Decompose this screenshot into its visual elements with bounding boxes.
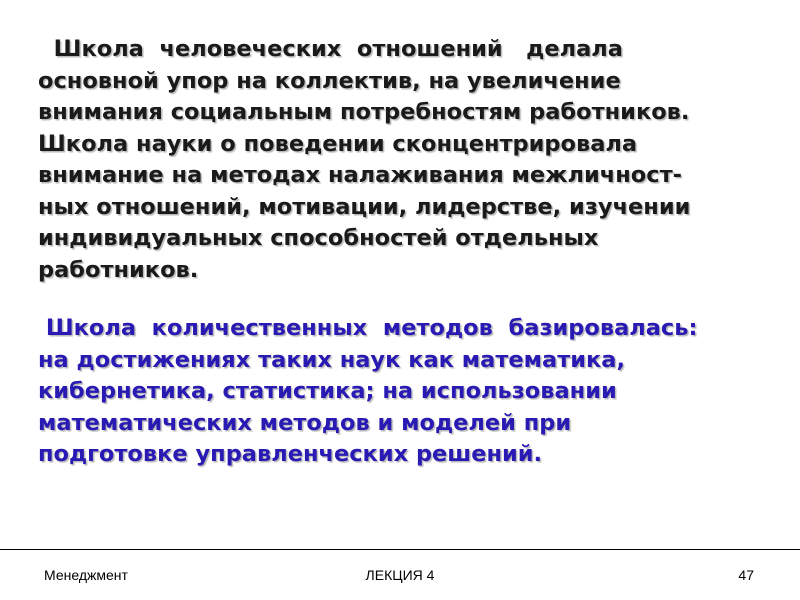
- text-line: математических методов и моделей при: [38, 409, 572, 436]
- text-line: внимания социальным потребностям работников.: [38, 99, 690, 125]
- text-line: на достижениях таких наук как математика,: [38, 346, 626, 373]
- text-line: ных отношений, мотивации, лидерстве, изучении: [38, 193, 691, 220]
- text-line: индивидуальных способностей отдельных: [38, 225, 599, 251]
- text-line: основной упор на коллектив, на увеличение: [38, 67, 621, 94]
- footer-lecture-label: ЛЕКЦИЯ 4: [365, 567, 435, 583]
- text-line: подготовке управленческих решений.: [38, 441, 543, 467]
- paragraph-quantitative-methods: [38, 313, 768, 471]
- text-line: Школа количественных методов базировалась:: [38, 315, 698, 341]
- text-line: Школа человеческих отношений делала: [38, 36, 623, 62]
- footer-page-number: 47: [738, 567, 754, 583]
- paragraph-human-relations: [38, 34, 768, 286]
- text-line: кибернетика, статистика; на использовании: [38, 378, 617, 404]
- text-line: внимание на методах налаживания межличност-: [38, 162, 682, 188]
- footer-divider: [0, 549, 800, 550]
- text-line: работников.: [38, 256, 199, 283]
- footer-course-title: Менеджмент: [44, 567, 128, 583]
- text-line: Школа науки о поведении сконцентрировала: [38, 130, 638, 157]
